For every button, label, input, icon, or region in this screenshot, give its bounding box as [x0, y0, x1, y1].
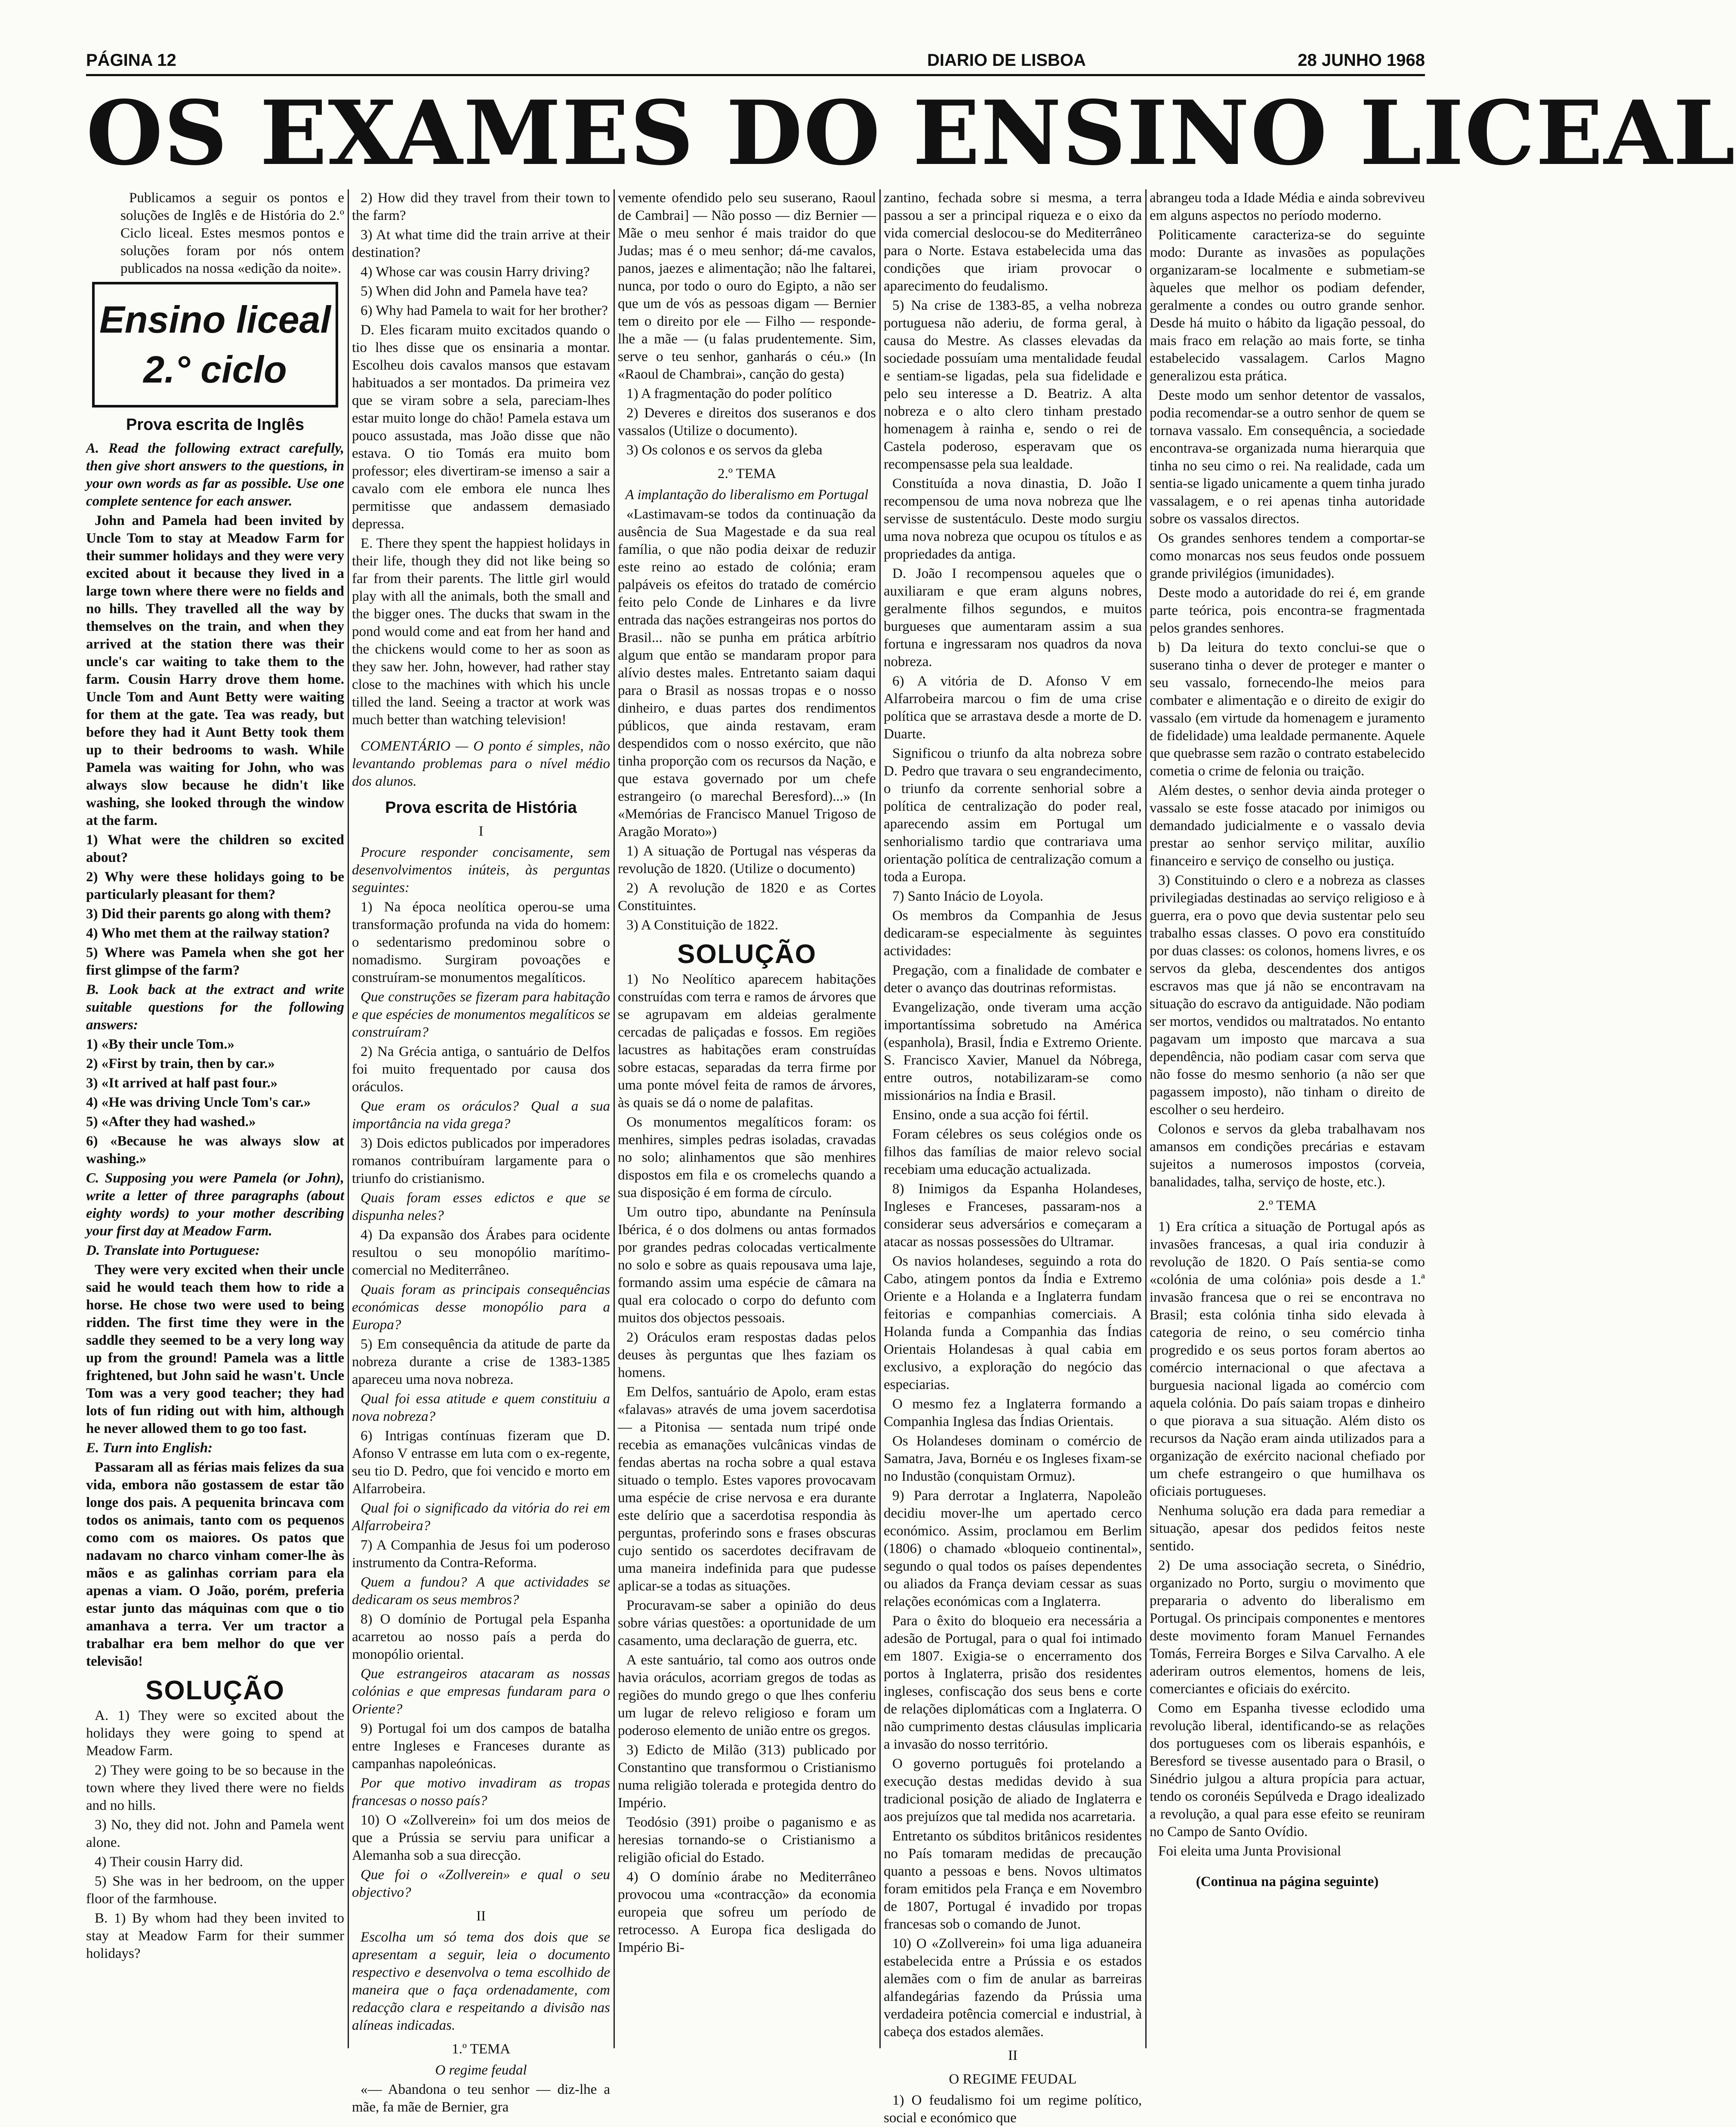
- question: 2) Why were these holidays going to be particularly pleasant for them?: [86, 869, 344, 902]
- history-question: 9) Portugal foi um dos campos de batalha entre Ingleses e Franceses durante as campanhas napoleónicas.: [352, 1721, 610, 1772]
- solution-item: B. 1) By whom had they been invited to stay at Meadow Farm for their summer holidays?: [86, 1911, 344, 1961]
- solution-item: 3) At what time did the train arrive at their destination?: [352, 227, 610, 260]
- theme-label: 2.º TEMA: [1258, 1198, 1317, 1213]
- instruction-a: A. Read the following extract carefully, then give short answers to the questions, in your own words as far as possible. Use one complete sentence for each answer.: [86, 441, 344, 509]
- solution-paragraph: Os Holandeses dominam o comércio de Samatra, Java, Bornéu e os Ingleses fixam-se no Industão (conquistam Ormuz).: [884, 1433, 1142, 1484]
- history-question: 8) O domínio de Portugal pela Espanha acarretou ao nosso país a perda do monopólio oriental.: [352, 1611, 610, 1662]
- history-question-prompt: Por que motivo invadiram as tropas francesas o nosso país?: [352, 1775, 610, 1809]
- solution-paragraph: Os grandes senhores tendem a comportar-se como monarcas nos seus feudos onde possuem grande privilégios (imunidades).: [1150, 531, 1425, 581]
- solution-paragraph: abrangeu toda a Idade Média e ainda sobreviveu em alguns aspectos no período moderno.: [1150, 190, 1425, 223]
- theme-label: 1.º TEMA: [451, 2041, 511, 2057]
- solution-item: 5) When did John and Pamela have tea?: [361, 284, 588, 299]
- theme-document: «Lastimavam-se todos da continuação da ausência de Sua Magestade e da sua real família, o que não podia deixar de reduzir este reino ao estado de colónia; eram palpáveis os efeitos do tratado de comércio feito pelo Conde de Linhares e da livre entrada das nações estrangeiras nos portos do Brasil... não se punha em prática arbítrio algum que então se mandaram propor para alívio destes males. Entretanto saiam daqui para o Brasil as nossas tropas e o nosso dinheiro, e duas partes dos rendimentos públicos, que ainda restavam, eram despendidos com o nosso exército, que não tinha proporção com os recursos da Nação, e que estava governado por um chefe estrangeiro (o marechal Beresford)...» (In «Memórias de Francisco Manuel Trigoso de Aragão Morato»): [618, 506, 876, 840]
- answer-item: 6) «Because he was always slow at washing.»: [86, 1133, 344, 1167]
- section-numeral: II: [1008, 2048, 1018, 2063]
- column-2: [352, 189, 610, 2115]
- solution-paragraph: Politicamente caracteriza-se do seguinte modo: Durante as invasões as populações organizaram-se localmente e submetiam-se àqueles que melhor os podiam defender, geralmente a condes ou outro grande senhor. Desde há muito o hábito da ligação pessoal, do mais fraco em relação ao mais forte, se tinha estabelecido vassalagem. Carlos Magno generalizou esta prática.: [1150, 227, 1425, 384]
- continued-note: (Continua na página seguinte): [1196, 1874, 1379, 1889]
- instruction-c: C. Supposing you were Pamela (or John), write a letter of three paragraphs (about eighty words) to your mother describing your first day at Meadow Farm.: [86, 1170, 344, 1239]
- history-question-prompt: Que construções se fizeram para habitação e que espécies de monumentos megalíticos se construíram?: [352, 989, 610, 1040]
- solution-paragraph: Deste modo um senhor detentor de vassalos, podia recomendar-se a outro senhor de quem se tornava vassalo. Em consequência, a sociedade encontrava-se organizada numa hierarquia que tinha no seu cimo o rei. Na realidade, cada um sentia-se ligado unicamente a quem tinha jurado vassalagem, e o rei apenas tinha autoridade sobre os vassalos directos.: [1150, 388, 1425, 527]
- section-box-subtitle: 2.° ciclo: [143, 348, 287, 391]
- solution-paragraph: 10) O «Zollverein» foi uma liga aduaneira estabelecida entre a Prússia e os estados alemães com o fim de anular as barreiras alfandegárias fazendo da Prússia uma verdadeira potência comercial e industrial, à cabeça dos estados alemães.: [884, 1936, 1142, 2040]
- answer-item: 4) «He was driving Uncle Tom's car.»: [86, 1095, 311, 1110]
- theme-topic: 2) Deveres e direitos dos suseranos e dos vassalos (Utilize o documento).: [618, 405, 876, 438]
- solution-paragraph: Significou o triunfo da alta nobreza sobre D. Pedro que travara o seu engrandecimento, o triunfo da corrente senhorial sobre a política de centralização do poder real, aparecendo assim em Portugal um senhorialismo tardio que contrariava uma orientação política de centralização comum a toda a Europa.: [884, 746, 1142, 885]
- solution-paragraph: Um outro tipo, abundante na Península Ibérica, é o dos dolmens ou antas formados por grandes pedras colocadas verticalmente no solo e sobre as quais repousava uma laje, formando assim uma espécie de câmara na qual era colocado o corpo do defunto com muitos dos objectos pessoais.: [618, 1204, 876, 1326]
- answer-item: 1) «By their uncle Tom.»: [86, 1037, 235, 1052]
- history-question-prompt: Quais foram as principais consequências económicas desse monopólio para a Europa?: [352, 1282, 610, 1333]
- instruction-b: B. Look back at the extract and write suitable questions for the following answers:: [86, 982, 344, 1033]
- solution-paragraph: O mesmo fez a Inglaterra formando a Companhia Inglesa das Índias Orientais.: [884, 1396, 1142, 1429]
- solution-paragraph: Em Delfos, santuário de Apolo, eram estas «falavas» através de uma jovem sacerdotisa — a Pitonisa — sentada num tripé onde recebia as emanações vulcânicas vindas de fendas abertas na rocha sobre a qual estava situado o templo. Estes vapores provocavam uma espécie de crise nervosa e era durante este delírio que a sacerdotisa respondia às perguntas, proferindo sons e frases obscuras cujo sentido os sacerdotes decifravam de uma maneira indefinida para que pudesse aplicar-se a todas as situações.: [618, 1384, 876, 1594]
- solution-paragraph: 3) Edicto de Milão (313) publicado por Constantino que transformou o Cristianismo numa religião tolerada e protegida dentro do Império.: [618, 1742, 876, 1811]
- history-question: 10) O «Zollverein» foi um dos meios de que a Prússia se serviu para unificar a Alemanha sob a sua direcção.: [352, 1812, 610, 1863]
- solution-paragraph: Entretanto os súbditos britânicos residentes no País tomaram medidas de precaução quanto a pessoas e bens. Novos ultimatos foram emitidos pela França e em Novembro de 1807, Portugal é invadido por tropas francesas sob o comando de Junot.: [884, 1828, 1142, 1932]
- solution-paragraph: 1) Era crítica a situação de Portugal após as invasões francesas, a qual iria conduzir à revolução de 1820. O País sentia-se como «colónia de uma colónia» pois desde a 1.ª invasão francesa que o rei se encontrava no Brasil; esta colónia tinha sido elevada à categoria de reino, o seu comércio tinha progredido e os seus portos foram abertos ao comércio internacional o que afectava a burguesia nacional ligada ao comércio com aquela colónia. Do país saiam tropas e dinheiro o que piorava a sua situação. Além disto os recursos da Nação eram ainda utilizados para a organização de exército nacional chefiado por um chefe estrangeiro o que humilhava os oficiais portugueses.: [1150, 1219, 1425, 1499]
- instruction-d: D. Translate into Portuguese:: [86, 1243, 260, 1258]
- column-5: [1150, 189, 1425, 2048]
- solution-item: 4) Whose car was cousin Harry driving?: [361, 264, 590, 280]
- solution-paragraph: Evangelização, onde tiveram uma acção importantíssima sobretudo na América (espanhola), Brasil, Índia e Extremo Oriente. S. Francisco Xavier, Manuel da Nóbrega, entre outros, notabilizaram-se como missionários na Índia e Brasil.: [884, 1000, 1142, 1103]
- solution-item: 4) Their cousin Harry did.: [95, 1854, 243, 1870]
- solution-paragraph: zantino, fechada sobre si mesma, a terra passou a ser a principal riqueza e o eixo da vida comercial deslocou-se do Mediterrâneo para o Norte. Estava estabelecida uma das condições que iriam provocar o aparecimento do feudalismo.: [884, 190, 1142, 294]
- section-box-title: Ensino liceal: [99, 298, 331, 341]
- solution-paragraph: 6) A vitória de D. Afonso V em Alfarrobeira marcou o fim de uma crise política que se arrastava desde a morte de D. Duarte.: [884, 673, 1142, 742]
- answer-item: 5) «After they had washed.»: [86, 1114, 256, 1130]
- solution-paragraph: Teodósio (391) proibe o paganismo e as heresias tornando-se o Cristianismo a religião oficial do Estado.: [618, 1815, 876, 1865]
- column-rule: [1145, 189, 1147, 2048]
- history-question: 2) Na Grécia antiga, o santuário de Delfos foi muito frequentado por causa dos oráculos.: [352, 1044, 610, 1095]
- theme-instruction: Escolha um só tema dos dois que se apresentam a seguir, leia o documento respectivo e desenvolva o tema escolhido de maneira que o faça ordenadamente, com redacção clara e respeitando a divisão nas alíneas indicadas.: [352, 1929, 610, 2033]
- solution-paragraph: Os monumentos megalíticos foram: os menhires, simples pedras isoladas, cravadas no solo; alinhamentos que são menhires dispostos em fila e os cromelechs quando a sua disposição é em forma de círculo.: [618, 1114, 876, 1201]
- solution-paragraph: Para o êxito do bloqueio era necessária a adesão de Portugal, para o qual foi intimado em 1807. Exigia-se o encerramento dos portos à Inglaterra, prisão dos residentes ingleses, confiscação dos seus bens e corte de relações diplomáticas com a Inglaterra. O não cumprimento destas cláusulas implicaria a invasão do nosso território.: [884, 1613, 1142, 1752]
- theme-topic: 2) A revolução de 1820 e as Cortes Constituintes.: [618, 880, 876, 914]
- solution-paragraph: Foi eleita uma Junta Provisional: [1158, 1843, 1341, 1859]
- solution-paragraph: O governo português foi protelando a execução destas medidas devido à sua tradicional posição de aliado de Inglaterra e aos prejuízos que tal medida nos acarretaria.: [884, 1756, 1142, 1824]
- history-question-prompt: Quem a fundou? A que actividades se dedicaram os seus membros?: [352, 1574, 610, 1608]
- solution-paragraph: Como em Espanha tivesse eclodido uma revolução liberal, identificando-se as relações dos portugueses com os liberais espanhóis, e Beresford se tivesse ausentado para o Brasil, o Sinédrio julgou a altura propícia para actuar, tendo os coronéis Sepúlveda e Drago idealizado a revolução, a qual para esse efeito se reuniram no Campo de Santo Ovídio.: [1150, 1701, 1425, 1840]
- intro-paragraph: Publicamos a seguir os pontos e soluções de Inglês e de História do 2.º Ciclo liceal. Estes mesmos pontos e soluções foram por nós ontem publicados na nossa «edição da noite».: [120, 190, 344, 276]
- solution-paragraph: Os membros da Companhia de Jesus dedicaram-se especialmente às seguintes actividades:: [884, 908, 1142, 959]
- theme-label: 2.º TEMA: [717, 466, 777, 482]
- english-exam-heading: Prova escrita de Inglês: [126, 416, 304, 434]
- solution-item: 2) They were going to be so because in the town where they lived there were no fields and no hills.: [86, 1763, 344, 1813]
- theme-document: «— Abandona o teu senhor — diz-lhe a mãe, fa mãe de Bernier, gra: [352, 2082, 610, 2115]
- running-header: [86, 48, 1425, 76]
- history-question-prompt: Quais foram esses edictos e que se dispunha neles?: [352, 1190, 610, 1223]
- question: 1) What were the children so excited about?: [86, 832, 344, 865]
- solution-heading: SOLUÇÃO: [145, 1676, 285, 1705]
- answer-item: 2) «First by train, then by car.»: [86, 1056, 275, 1071]
- column-4: [884, 189, 1142, 2126]
- solution-paragraph: 1) O feudalismo foi um regime político, social e económico que: [884, 2093, 1142, 2126]
- question: 5) Where was Pamela when she got her first glimpse of the farm?: [86, 945, 344, 978]
- solution-paragraph: 1) No Neolítico aparecem habitações construídas com terra e ramos de árvores que se agrupavam em aldeias geralmente cercadas de paliçadas e fossos. Em regiões lacustres as habitações eram construídas sobre estacas, separadas da terra firme por uma ponte móvel feita de ramos de árvores, às quais se dá o nome de palafitas.: [618, 972, 876, 1111]
- solution-item: 2) How did they travel from their town to the farm?: [352, 190, 610, 223]
- page-headline: OS EXAMES DO ENSINO LICEAL: [86, 82, 1736, 185]
- solution-paragraph: D. João I recompensou aqueles que o auxiliaram e que eram alguns nobres, geralmente filhos segundos, e muitos burgueses que aumentaram assim a sua fortuna e ingressaram nos quadros da nova nobreza.: [884, 566, 1142, 670]
- question: 4) Who met them at the railway station?: [86, 926, 330, 941]
- page-number: PÁGINA 12: [86, 51, 176, 70]
- theme-topic: 1) A fragmentação do poder político: [626, 386, 832, 401]
- solution-paragraph: 5) Na crise de 1383-85, a velha nobreza portuguesa não aderiu, de forma geral, à causa do Mestre. As classes elevadas da sociedade possuíam uma mentalidade feudal e sentiam-se ligadas, pela sua fidelidade e pelo seu interesse a D. Beatriz. A alta nobreza e o alto clero tinham prestado homenagem à rainha e, sendo o rei de Castela poderoso, esperavam que os recompensasse pela sua lealdade.: [884, 298, 1142, 472]
- history-question-prompt: Que foi o «Zollverein» e qual o seu objectivo?: [352, 1867, 610, 1900]
- solution-paragraph: b) Da leitura do texto conclui-se que o suserano tinha o dever de proteger e manter o seu vassalo, fornecendo-lhe meios para combater e alimentação e o direito de exigir do vassalo (em virtude da homenagem e juramento de fidelidade) uma lealdade permanente. Aquele que quebrasse sem razão o contrato estabelecido cometia o crime de felonia ou traição.: [1150, 640, 1425, 779]
- history-question: 4) Da expansão dos Árabes para ocidente resultou o seu monopólio marítimo-comercial no Mediterrâneo.: [352, 1227, 610, 1278]
- history-question: 1) Na época neolítica operou-se uma transformação profunda na vida do homem: o sedentarismo predominou sobre o nomadismo. Surgiram povoações e construíram-se monumentos megalíticos.: [352, 899, 610, 985]
- section-numeral: II: [476, 1908, 486, 1924]
- history-exam-heading: Prova escrita de História: [385, 799, 577, 817]
- history-question: 3) Dois edictos publicados por imperadores romanos contribuíram largamente para o triunfo do cristianismo.: [352, 1136, 610, 1186]
- history-question: 6) Intrigas contínuas fizeram que D. Afonso V entrasse em luta com o ex-regente, seu tio D. Pedro, que foi vencido e morto em Alfarrobeira.: [352, 1428, 610, 1497]
- history-question: 5) Em consequência da atitude de parte da nobreza durante a crise de 1383-1385 apareceu uma nova nobreza.: [352, 1337, 610, 1387]
- solution-paragraph: Procuravam-se saber a opinião do deus sobre várias questões: a oportunidade de um casamento, uma declaração de guerra, etc.: [618, 1598, 876, 1649]
- history-question: 7) A Companhia de Jesus foi um poderoso instrumento da Contra-Reforma.: [352, 1537, 610, 1571]
- theme-topic: 1) A situação de Portugal nas vésperas da revolução de 1820. (Utilize o documento): [618, 843, 876, 877]
- theme-topic: 3) A Constituição de 1822.: [626, 917, 778, 933]
- solution-item: 6) Why had Pamela to wait for her brother?: [361, 303, 608, 318]
- solution-paragraph: 2) Oráculos eram respostas dadas pelos deuses às perguntas que lhes faziam os homens.: [618, 1330, 876, 1380]
- column-3: [618, 189, 876, 2048]
- solution-paragraph: Deste modo a autoridade do rei é, em grande parte teórica, pois encontra-se fragmentada pelos grandes senhores.: [1150, 585, 1425, 636]
- solution-item: E. There they spent the happiest holidays in their life, though they did not like being so far from their parents. The little girl would play with all the animals, both the small and the bigger ones. The ducks that swam in the pond would come and eat from her hand and the chickens would come to her as soon as they saw her. John, however, had rather stay close to the machines with which his uncle tilled the land. Seeing a tractor at work was much better than watching television!: [352, 536, 610, 728]
- column-rule: [348, 189, 349, 2048]
- solution-paragraph: 9) Para derrotar a Inglaterra, Napoleão decidiu mover-lhe um apertado cerco económico. Assim, proclamou em Berlim (1806) o chamado «bloqueio continental», segundo o qual todos os países dependentes ou aliados da França deviam cessar as suas relações económicas com a Inglaterra.: [884, 1488, 1142, 1609]
- solution-paragraph: 8) Inimigos da Espanha Holandeses, Ingleses e Franceses, passaram-nos a considerar seus adversários e começaram a atacar as nossas possessões do Ultramar.: [884, 1181, 1142, 1250]
- column-1: [86, 189, 344, 2048]
- theme-subheading: O REGIME FEUDAL: [949, 2071, 1077, 2087]
- solution-paragraph: 2) De uma associação secreta, o Sinédrio, organizado no Porto, surgiu o movimento que prepararia o advento do liberalismo em Portugal. Os principais componentes e mentores deste movimento foram Manuel Fernandes Tomás, Ferreira Borges e Silva Carvalho. A ele aderiram outros elementos, homens de leis, comerciantes e oficiais do exército.: [1150, 1558, 1425, 1697]
- history-question-prompt: Que eram os oráculos? Qual a sua importância na vida grega?: [352, 1099, 610, 1132]
- history-question-prompt: Que estrangeiros atacaram as nossas colónias e que empresas fundaram para o Oriente?: [352, 1666, 610, 1717]
- section-box: [92, 282, 338, 407]
- solution-item: D. Eles ficaram muito excitados quando o tio lhes disse que os ensinaria a montar. Escolheu dois cavalos mansos que estavam habituados a ser montados. Da primeira vez que se viram sobre a sela, pareciam-lhes estar muito longe do chão! Pamela estava um pouco assustada, mas João disse que não estava. O tio Tomás era muito bom professor; eles divertiram-se imenso a sair a cavalo com ele embora ele nunca lhes permitisse que andassem demasiado depressa.: [352, 322, 610, 532]
- answer-item: 3) «It arrived at half past four.»: [86, 1075, 278, 1091]
- section-numeral: I: [478, 824, 484, 839]
- solution-heading: SOLUÇÃO: [677, 939, 817, 969]
- solution-paragraph: Ensino, onde a sua acção foi fértil.: [892, 1107, 1089, 1123]
- question: 3) Did their parents go along with them?: [86, 906, 331, 922]
- history-question-prompt: Qual foi o significado da vitória do rei em Alfarrobeira?: [352, 1500, 610, 1534]
- portuguese-passage: Passaram all as férias mais felizes da sua vida, embora não gostassem de estar tão longe dos pais. A pequenita brincava com todos os animais, tanto com os pequenos como com os maiores. Os patos que nadavam no charco vinham comer-lhe às mãos e as galinhas corriam para ela apenas a viam. O João, porém, preferia estar junto das máquinas com que o tio amanhava a terra. Ver um tractor a trabalhar era bem melhor do que ver televisão!: [86, 1460, 344, 1669]
- solution-item: A. 1) They were so excited about the holidays they were going to spend at Meadow Farm.: [86, 1708, 344, 1759]
- theme-topic: 3) Os colonos e os servos da gleba: [626, 442, 823, 458]
- solution-paragraph: Constituída a nova dinastia, D. João I recompensou de uma nova nobreza que lhe servisse de sustentáculo. Deste modo surgiu uma nova nobreza que ocupou os títulos e as propriedades da antiga.: [884, 476, 1142, 562]
- column-rule: [614, 189, 615, 2048]
- solution-paragraph: 7) Santo Inácio de Loyola.: [892, 889, 1043, 904]
- comment: COMENTÁRIO — O ponto é simples, não levantando problemas para o nível médio dos alunos.: [352, 738, 610, 789]
- solution-paragraph: Nenhuma solução era dada para remediar a situação, apesar dos pedidos feitos neste sentido.: [1150, 1503, 1425, 1554]
- solution-paragraph: Além destes, o senhor devia ainda proteger o vassalo se este fosse atacado por inimigos ou demandado judicialmente e o vassalo devia prestar ao senhor serviço militar, auxílio financeiro e serviço de conselho ou justiça.: [1150, 783, 1425, 869]
- issue-date: 28 JUNHO 1968: [1298, 51, 1425, 70]
- english-passage: John and Pamela had been invited by Uncle Tom to stay at Meadow Farm for their summer holidays and they were very excited about it because they lived in a large town where there were no fields and no hills. They travelled all the way by themselves on the train, and when they arrived at the station there was their uncle's car waiting to take them to the farm. Cousin Harry drove them home. Uncle Tom and Aunt Betty were waiting for them at the gate. Tea was ready, but before they had it Aunt Betty took them up to their bedrooms to wash. While Pamela was waiting for John, who was always slow because he didn't like washing, she looked through the window at the farm.: [86, 513, 344, 828]
- history-question-prompt: Qual foi essa atitude e quem constituiu a nova nobreza?: [352, 1391, 610, 1424]
- solution-paragraph: Os navios holandeses, seguindo a rota do Cabo, atingem pontos da Índia e Extremo Oriente e a Holanda e a Inglaterra fundam feitorias e companhias comerciais. A Holanda funda a Companhia das Índias Orientais Holandesas à qual cabia em exclusivo, a exploração do negócio das especiarias.: [884, 1253, 1142, 1392]
- solution-paragraph: A este santuário, tal como aos outros onde havia oráculos, acorriam gregos de todas as regiões do mundo grego o que lhes conferiu um lugar de relevo religioso e foram um poderoso elemento de união entre os gregos.: [618, 1652, 876, 1738]
- translation-passage: They were very excited when their uncle said he would teach them how to ride a horse. He chose two were used to being ridden. The first time they were in the saddle they seemed to be a very long way up from the ground! Pamela was a little frightened, but John said he wasn't. Uncle Tom was a very good teacher; they had lots of fun riding out with him, although he never allowed them to go too fast.: [86, 1262, 344, 1436]
- theme-title: O regime feudal: [435, 2062, 527, 2078]
- theme-title: A implantação do liberalismo em Portugal: [625, 487, 869, 503]
- newspaper-name: DIARIO DE LISBOA: [927, 51, 1086, 70]
- instruction-e: E. Turn into English:: [86, 1440, 213, 1456]
- solution-paragraph: 4) O domínio árabe no Mediterrâneo provocou uma «contracção» da economia europeia que sofreu um período de retrocesso. A Europa fica desligada do Império Bi-: [618, 1869, 876, 1955]
- solution-item: 3) No, they did not. John and Pamela went alone.: [86, 1817, 344, 1850]
- solution-item: 5) She was in her bedroom, on the upper floor of the farmhouse.: [86, 1874, 344, 1907]
- solution-paragraph: Colonos e servos da gleba trabalhavam nos amansos em condições precárias e estavam sujeitos a numerosos impostos (corveia, banalidades, talha, serviço de hoste, etc.).: [1150, 1121, 1425, 1190]
- theme-document: vemente ofendido pelo seu suserano, Raoul de Cambrai] — Não posso — diz Bernier — Mãe o meu senhor é mais traidor do que Judas; mas é o meu senhor; dá-me cavalos, panos, jaezes e alimentação; não lhe faltarei, nunca, por todo o ouro do Egipto, a não ser que um de vós as pessoas digam — Bernier tem o direito por ele — Filho — responde-lhe a mãe — (u falas prudentemente. Sim, serve o teu senhor, ganharás o céu.» (In «Raoul de Chambrai», canção do gesta): [618, 190, 876, 382]
- solution-paragraph: 3) Constituindo o clero e a nobreza as classes privilegiadas destinadas ao serviço religioso e à guerra, era o povo que devia sustentar pelo seu trabalho essas classes. O povo era constituído por duas classes: os colonos, homens livres, e os servos da gleba, descendentes dos antigos escravos mas que já não se encontravam na situação do escravo da antiguidade. Não podiam ser mortos, vendidos ou maltratados. No entanto pagavam um imposto que marcava a sua dependência, não podiam casar com serva que não fosse do mesmo senhorio (a não ser que pagassem imposto), não tinham o direito de escolher o seu herdeiro.: [1150, 873, 1425, 1118]
- solution-paragraph: Pregação, com a finalidade de combater e deter o avanço das doutrinas reformistas.: [884, 963, 1142, 996]
- history-instruction: Procure responder concisamente, sem desenvolvimentos inúteis, às perguntas seguintes:: [352, 845, 610, 895]
- solution-paragraph: Foram célebres os seus colégios onde os filhos das famílias de maior relevo social recebiam uma educação actualizada.: [884, 1127, 1142, 1177]
- column-rule: [879, 189, 881, 2048]
